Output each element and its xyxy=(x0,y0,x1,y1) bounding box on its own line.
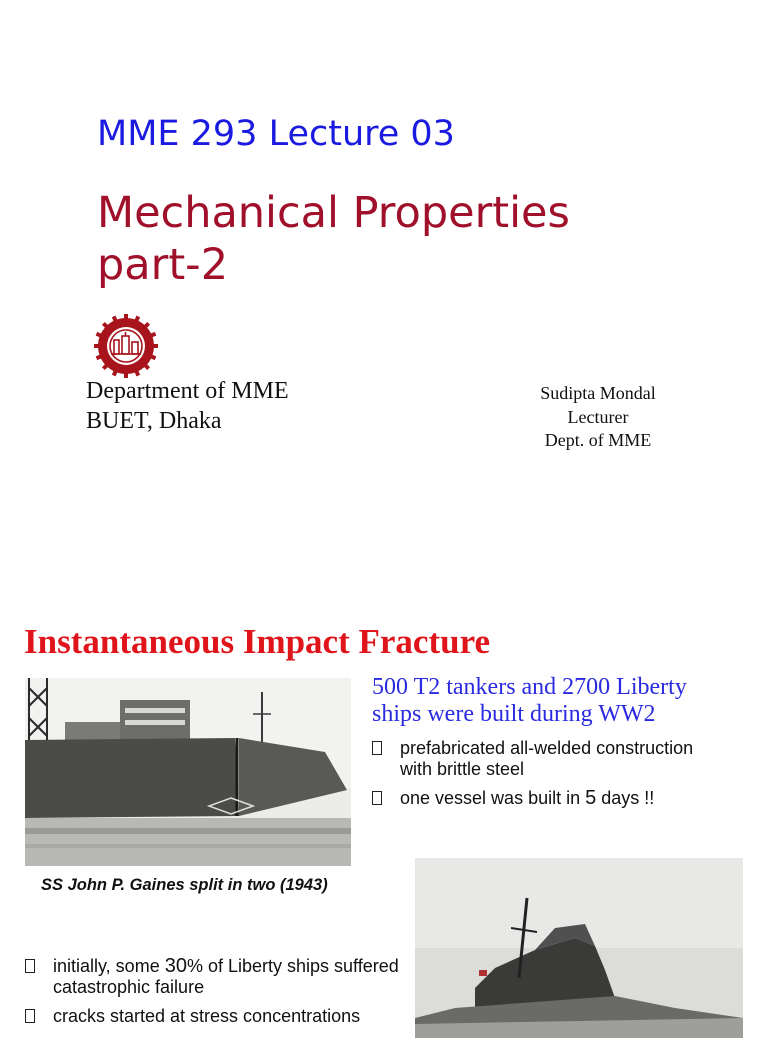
ww2-line-1: 500 T2 tankers and 2700 Liberty xyxy=(372,674,687,700)
bullet-box-icon xyxy=(25,959,35,973)
department-block xyxy=(86,376,289,436)
university-name: BUET, Dhaka xyxy=(86,408,222,434)
right-bullet-list xyxy=(372,738,702,817)
author-role: Lecturer xyxy=(567,406,629,427)
ww2-line-2: ships were built during WW2 xyxy=(372,701,656,727)
bullet-box-icon xyxy=(25,1009,35,1023)
list-item: prefabricated all-welded construction with brittle steel xyxy=(372,738,702,780)
subtitle-line-2: part-2 xyxy=(97,240,229,290)
ship-split-photo xyxy=(25,678,351,866)
lecture-title: MME 293 Lecture 03 xyxy=(97,114,455,154)
author-dept: Dept. of MME xyxy=(544,430,652,450)
broken-ship-photo xyxy=(415,858,743,1038)
list-item: cracks started at stress concentrations xyxy=(25,1006,405,1027)
department-name: Department of MME xyxy=(86,378,289,404)
bullet-box-icon xyxy=(372,741,382,755)
list-item: one vessel was built in 5 days !! xyxy=(372,788,702,809)
author-name: Sudipta Mondal xyxy=(540,383,656,403)
author-block xyxy=(500,382,696,453)
photo-caption: SS John P. Gaines split in two (1943) xyxy=(41,876,328,894)
subtitle-line-1: Mechanical Properties xyxy=(97,188,570,238)
lecture-subtitle xyxy=(97,187,697,291)
buet-logo-icon xyxy=(94,314,158,378)
bullet-box-icon xyxy=(372,791,382,805)
slide-title: Instantaneous Impact Fracture xyxy=(24,622,491,661)
left-bullet-list xyxy=(25,956,405,1035)
list-item: initially, some 30% of Liberty ships suffered catastrophic failure xyxy=(25,956,405,998)
ww2-ships-note xyxy=(372,674,762,728)
